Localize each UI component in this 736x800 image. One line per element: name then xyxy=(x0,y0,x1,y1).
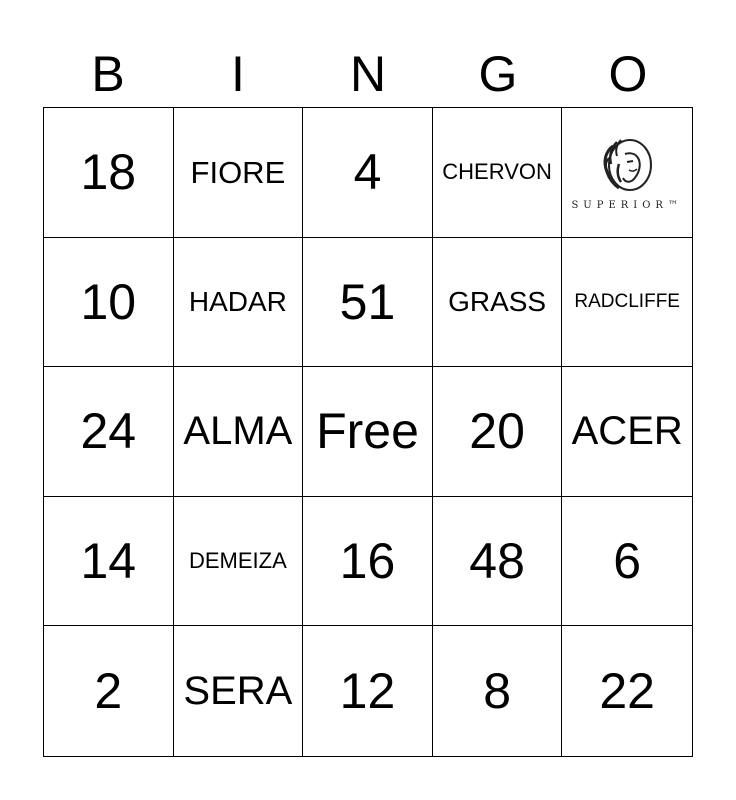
lion-head-icon xyxy=(595,134,659,196)
header-letter-o: O xyxy=(608,46,648,102)
cell-value: GRASS xyxy=(448,285,547,317)
cell-value: DEMEIZA xyxy=(188,548,287,574)
bingo-cell[interactable] xyxy=(433,626,563,756)
header-letter-b: B xyxy=(91,46,125,102)
bingo-cell[interactable] xyxy=(44,108,174,238)
cell-value: 6 xyxy=(613,533,642,590)
cell-value: 4 xyxy=(353,144,382,201)
bingo-cell[interactable] xyxy=(562,367,692,497)
cell-value: SERA xyxy=(183,669,293,714)
bingo-cell[interactable] xyxy=(303,497,433,627)
header-letter-g: G xyxy=(478,46,518,102)
cell-value: 22 xyxy=(599,663,655,720)
header-letter-n: N xyxy=(349,46,387,102)
cell-value: 8 xyxy=(483,663,511,720)
bingo-board xyxy=(43,107,693,757)
bingo-cell[interactable] xyxy=(433,238,563,368)
bingo-cell[interactable] xyxy=(562,238,692,368)
bingo-cell[interactable] xyxy=(44,626,174,756)
bingo-header xyxy=(43,40,693,108)
bingo-cell-free[interactable] xyxy=(303,367,433,497)
cell-value: ALMA xyxy=(183,409,293,454)
cell-value: 20 xyxy=(469,403,525,460)
bingo-cell[interactable] xyxy=(174,497,304,627)
bingo-cell[interactable] xyxy=(44,367,174,497)
cell-value: 12 xyxy=(339,663,396,720)
bingo-cell[interactable] xyxy=(44,238,174,368)
bingo-cell-logo[interactable] xyxy=(562,108,692,238)
cell-value: 48 xyxy=(469,533,525,590)
cell-value: 51 xyxy=(339,273,396,330)
bingo-cell[interactable] xyxy=(174,108,304,238)
cell-value: RADCLIFFE xyxy=(574,291,680,313)
cell-value: 24 xyxy=(80,403,137,460)
bingo-cell[interactable] xyxy=(303,108,433,238)
bingo-cell[interactable] xyxy=(174,367,304,497)
cell-value: ACER xyxy=(571,409,683,454)
cell-value: 14 xyxy=(80,533,137,590)
bingo-cell[interactable] xyxy=(433,497,563,627)
cell-value: 16 xyxy=(339,533,396,590)
bingo-cell[interactable] xyxy=(174,238,304,368)
bingo-cell[interactable] xyxy=(303,626,433,756)
header-letter-i: I xyxy=(231,46,245,102)
cell-value: 18 xyxy=(80,144,137,201)
bingo-cell[interactable] xyxy=(44,497,174,627)
bingo-cell[interactable] xyxy=(174,626,304,756)
bingo-cell[interactable] xyxy=(303,238,433,368)
cell-value: HADAR xyxy=(188,285,287,317)
bingo-cell[interactable] xyxy=(433,108,563,238)
cell-value: CHERVON xyxy=(442,159,552,185)
cell-value: FIORE xyxy=(190,154,286,190)
bingo-cell[interactable] xyxy=(562,497,692,627)
cell-value: 2 xyxy=(94,663,123,720)
bingo-cell[interactable] xyxy=(433,367,563,497)
cell-value: 10 xyxy=(80,273,137,330)
bingo-cell[interactable] xyxy=(562,626,692,756)
cell-value: Free xyxy=(316,403,419,460)
logo-text: SUPERIOR™ xyxy=(571,199,683,211)
